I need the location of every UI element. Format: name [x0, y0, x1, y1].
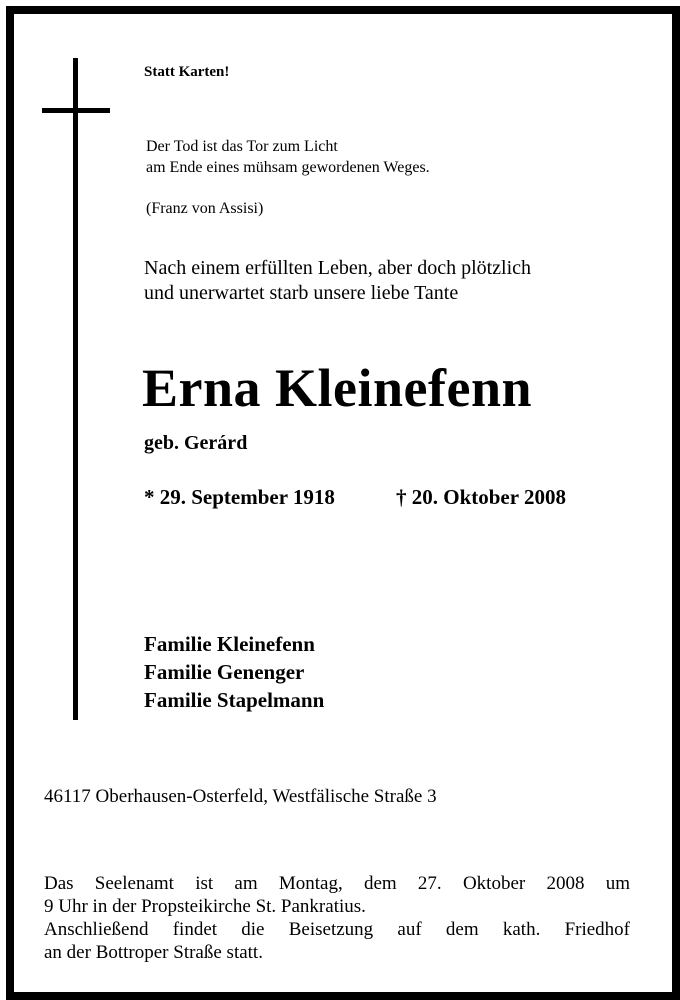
service-line-1: Das Seelenamt ist am Montag, dem 27. Oktober 2008 um [44, 873, 630, 894]
deceased-name: Erna Kleinefenn [142, 358, 533, 418]
service-info [44, 872, 630, 964]
intro-text [144, 256, 531, 306]
death-date: † 20. Oktober 2008 [396, 485, 566, 509]
service-line-3: Anschließend findet die Beisetzung auf dem kath. Friedhof [44, 919, 630, 940]
intro-line-2: und unerwartet starb unsere liebe Tante [144, 282, 459, 304]
family-list [144, 630, 324, 714]
cross-icon-bar [42, 108, 110, 113]
family-item: Familie Stapelmann [144, 688, 325, 712]
quote-author: (Franz von Assisi) [146, 200, 264, 217]
quote-line-1: Der Tod ist das Tor zum Licht [146, 138, 338, 155]
statt-karten-heading: Statt Karten! [144, 64, 230, 80]
birth-name: geb. Gerárd [144, 432, 248, 454]
quote-text [146, 136, 430, 178]
birth-date: * 29. September 1918 [144, 485, 335, 509]
cross-icon [73, 58, 78, 720]
service-line-2: 9 Uhr in der Propsteikirche St. Pankratius. [44, 896, 366, 917]
family-item: Familie Kleinefenn [144, 632, 315, 656]
family-item: Familie Genenger [144, 660, 305, 684]
intro-line-1: Nach einem erfüllten Leben, aber doch plötzlich [144, 257, 532, 279]
quote-line-2: am Ende eines mühsam gewordenen Weges. [146, 159, 430, 176]
address: 46117 Oberhausen-Osterfeld, Westfälische Straße 3 [44, 786, 437, 807]
service-line-4: an der Bottroper Straße statt. [44, 942, 263, 963]
